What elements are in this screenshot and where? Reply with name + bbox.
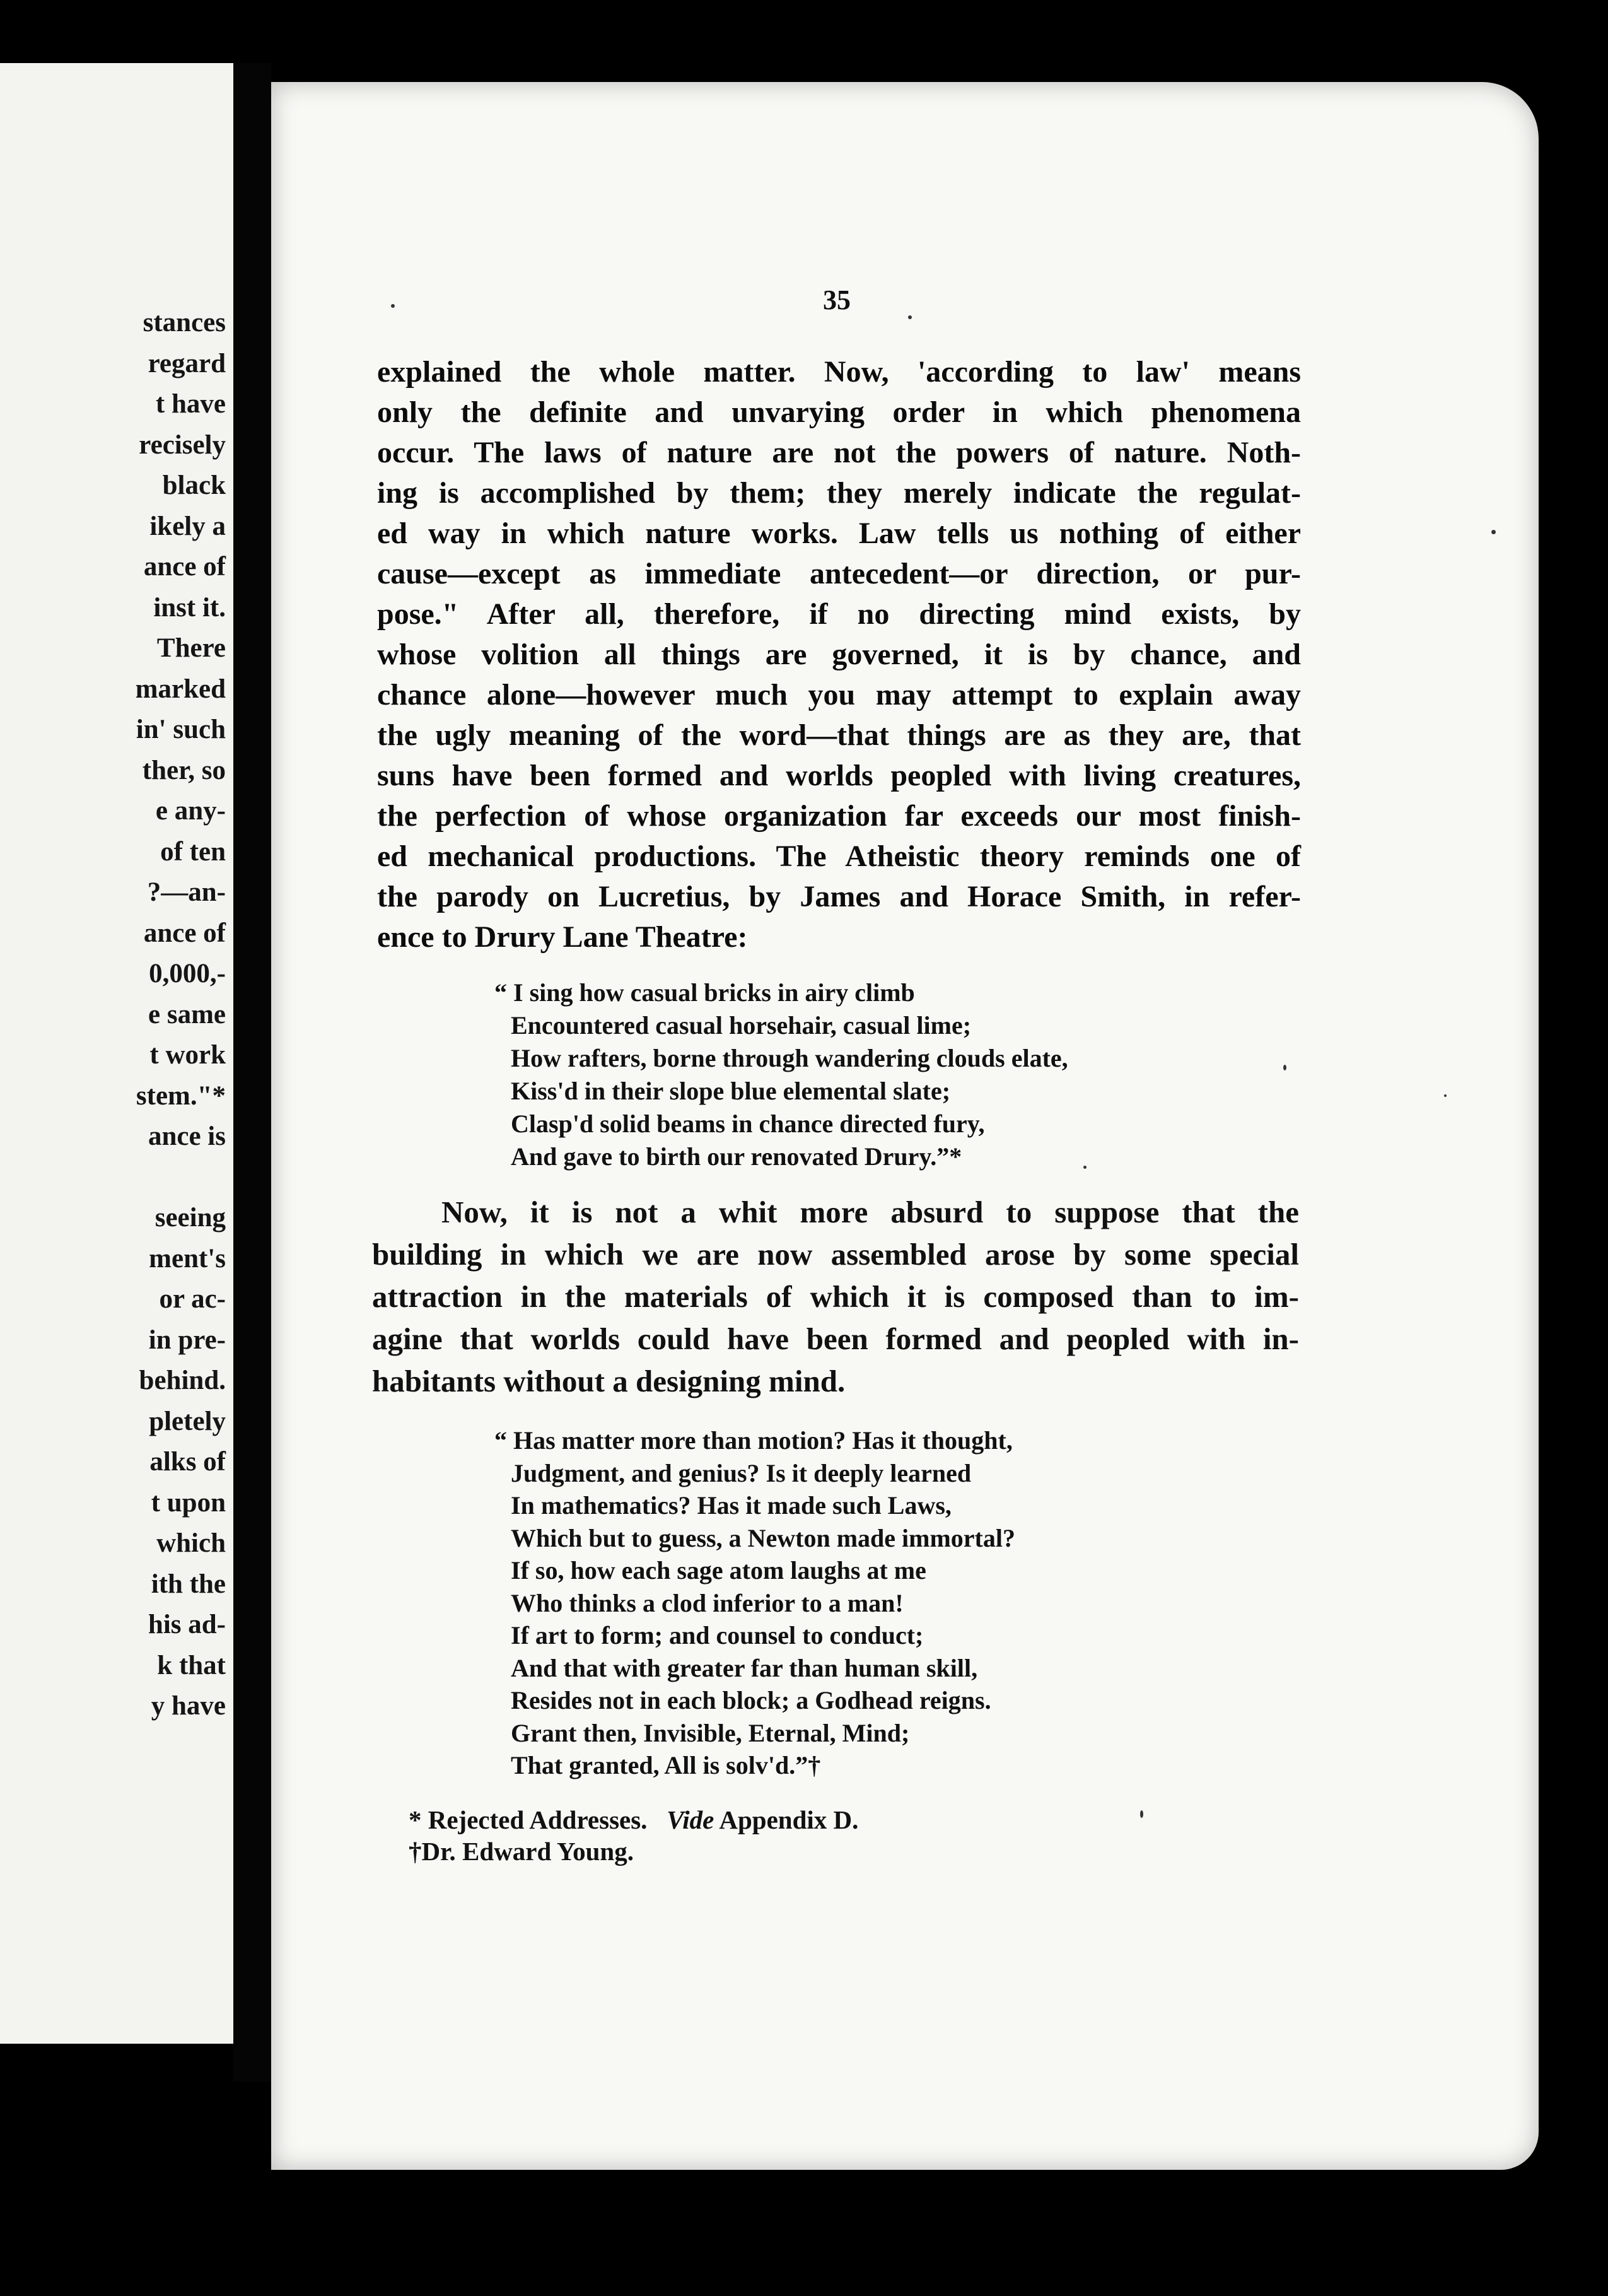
- text-line: suns have been formed and worlds peopled with living creatures,: [377, 759, 1301, 792]
- verse-line: Grant then, Invisible, Eternal, Mind;: [511, 1718, 910, 1747]
- previous-page-line: in pre-: [148, 1325, 226, 1355]
- verse-line: Judgment, and genius? Is it deeply learned: [511, 1458, 972, 1487]
- text-line: Now, it is not a whit more absurd to suppose that the: [441, 1195, 1299, 1229]
- previous-page-line: his ad-: [148, 1610, 226, 1639]
- verse-quotation-1: [494, 976, 1068, 1173]
- previous-page-line: ther, so: [142, 755, 226, 785]
- footnote-text: Rejected Addresses.: [428, 1805, 648, 1834]
- footnote-marker: †: [409, 1837, 422, 1866]
- previous-page-line: e same: [148, 999, 226, 1029]
- previous-page-line: ance is: [148, 1122, 226, 1151]
- text-line: the perfection of whose organization far exceeds our most finish-: [377, 799, 1301, 833]
- previous-page-line: recisely: [139, 430, 226, 460]
- previous-page-line: stances: [143, 308, 226, 337]
- verse-line: And that with greater far than human skill,: [511, 1653, 978, 1682]
- scan-speck: [391, 304, 395, 308]
- previous-page-line: alks of: [149, 1447, 226, 1477]
- previous-page-fragment: [0, 63, 233, 2044]
- previous-page-line: 0,000,-: [149, 959, 226, 988]
- verse-line: If so, how each sage atom laughs at me: [511, 1556, 926, 1584]
- previous-page-line: e any-: [155, 796, 226, 826]
- text-line: explained the whole matter. Now, 'according to law' means: [377, 355, 1301, 389]
- text-line: agine that worlds could have been formed and peopled with in-: [372, 1321, 1299, 1356]
- scan-speck: [1283, 1065, 1286, 1070]
- previous-page-line: ith the: [151, 1569, 226, 1599]
- scan-speck: [908, 315, 912, 319]
- verse-line: Which but to guess, a Newton made immortal?: [511, 1523, 1015, 1552]
- previous-page-line: t have: [155, 389, 226, 419]
- scan-speck: [1083, 1166, 1087, 1169]
- verse-line: In mathematics? Has it made such Laws,: [511, 1491, 952, 1520]
- previous-page-text: [0, 303, 226, 1727]
- footnotes: [409, 1804, 858, 1867]
- footnote-marker: *: [409, 1805, 422, 1834]
- text-line: ing is accomplished by them; they merely indicate the regulat-: [377, 476, 1301, 510]
- text-line: chance alone—however much you may attempt to explain away: [377, 678, 1301, 712]
- verse-line: If art to form; and counsel to conduct;: [511, 1621, 924, 1649]
- previous-page-line: ance of: [143, 552, 226, 582]
- previous-page-line: [0, 1157, 226, 1198]
- previous-page-line: of ten: [160, 836, 226, 867]
- footnote-text: Dr. Edward Young.: [421, 1837, 634, 1866]
- previous-page-line: y have: [151, 1691, 226, 1721]
- verse-line: “ I sing how casual bricks in airy climb: [494, 978, 915, 1007]
- footnote-2: [409, 1836, 858, 1867]
- previous-page-line: or ac-: [159, 1284, 226, 1314]
- text-line: pose." After all, therefore, if no directing mind exists, by: [377, 597, 1301, 631]
- previous-page-line: black: [162, 471, 226, 500]
- scan-speck: [1444, 1094, 1447, 1097]
- previous-page-line: ment's: [149, 1243, 226, 1274]
- text-line: occur. The laws of nature are not the powers of nature. Noth-: [377, 436, 1301, 469]
- previous-page-line: t work: [149, 1040, 226, 1070]
- previous-page-line: marked: [135, 674, 226, 704]
- text-line: attraction in the materials of which it is composed than to im-: [372, 1279, 1299, 1314]
- text-line: building in which we are now assembled arose by some special: [372, 1237, 1299, 1272]
- footnote-reference: Appendix D.: [719, 1805, 859, 1834]
- text-line: ed way in which nature works. Law tells us nothing of either: [377, 517, 1301, 550]
- previous-page-line: ikely a: [149, 511, 226, 541]
- verse-line: And gave to birth our renovated Drury.”*: [511, 1142, 962, 1171]
- previous-page-line: pletely: [149, 1406, 226, 1436]
- verse-line: Kiss'd in their slope blue elemental slate;: [511, 1077, 951, 1105]
- footnote-1: [409, 1804, 858, 1836]
- text-line: whose volition all things are governed, it is by chance, and: [377, 638, 1301, 671]
- text-line: cause—except as immediate antecedent—or direction, or pur-: [377, 557, 1301, 590]
- previous-page-line: stem."*: [136, 1081, 226, 1111]
- previous-page-line: inst it.: [153, 592, 226, 623]
- text-line: ed mechanical productions. The Atheistic theory reminds one of: [377, 840, 1301, 873]
- verse-line: Clasp'd solid beams in chance directed fury,: [511, 1110, 985, 1138]
- previous-page-line: seeing: [154, 1203, 226, 1233]
- page-number: 35: [823, 284, 851, 315]
- previous-page-line: ance of: [143, 918, 226, 948]
- verse-quotation-2: [494, 1424, 1015, 1782]
- paragraph-1: [377, 352, 1301, 958]
- previous-page-line: t upon: [151, 1487, 226, 1518]
- verse-line: Who thinks a clod inferior to a man!: [511, 1588, 904, 1617]
- previous-page-line: in' such: [136, 715, 226, 744]
- book-gutter: [233, 63, 271, 2082]
- verse-line: Resides not in each block; a Godhead reigns.: [511, 1686, 991, 1714]
- previous-page-line: behind.: [139, 1366, 226, 1395]
- previous-page-line: regard: [148, 348, 226, 378]
- previous-page-line: which: [156, 1528, 226, 1558]
- verse-line: Encountered casual horsehair, casual lime;: [511, 1011, 972, 1040]
- verse-line: That granted, All is solv'd.”†: [511, 1751, 821, 1779]
- text-line: ence to Drury Lane Theatre:: [377, 920, 748, 954]
- verse-line: How rafters, borne through wandering clouds elate,: [511, 1044, 1068, 1072]
- footnote-vide: Vide: [667, 1805, 714, 1834]
- previous-page-line: There: [156, 633, 226, 663]
- scan-speck: [1491, 530, 1496, 534]
- scan-speck: [1140, 1810, 1143, 1818]
- verse-line: “ Has matter more than motion? Has it thought,: [494, 1426, 1013, 1455]
- text-line: the ugly meaning of the word—that things are as they are, that: [377, 718, 1301, 752]
- text-line: the parody on Lucretius, by James and Horace Smith, in refer-: [377, 880, 1301, 913]
- text-line: habitants without a designing mind.: [372, 1364, 846, 1398]
- text-line: only the definite and unvarying order in which phenomena: [377, 395, 1301, 429]
- previous-page-line: k that: [157, 1650, 226, 1680]
- previous-page-line: ?—an-: [147, 877, 226, 907]
- paragraph-2: [372, 1191, 1299, 1402]
